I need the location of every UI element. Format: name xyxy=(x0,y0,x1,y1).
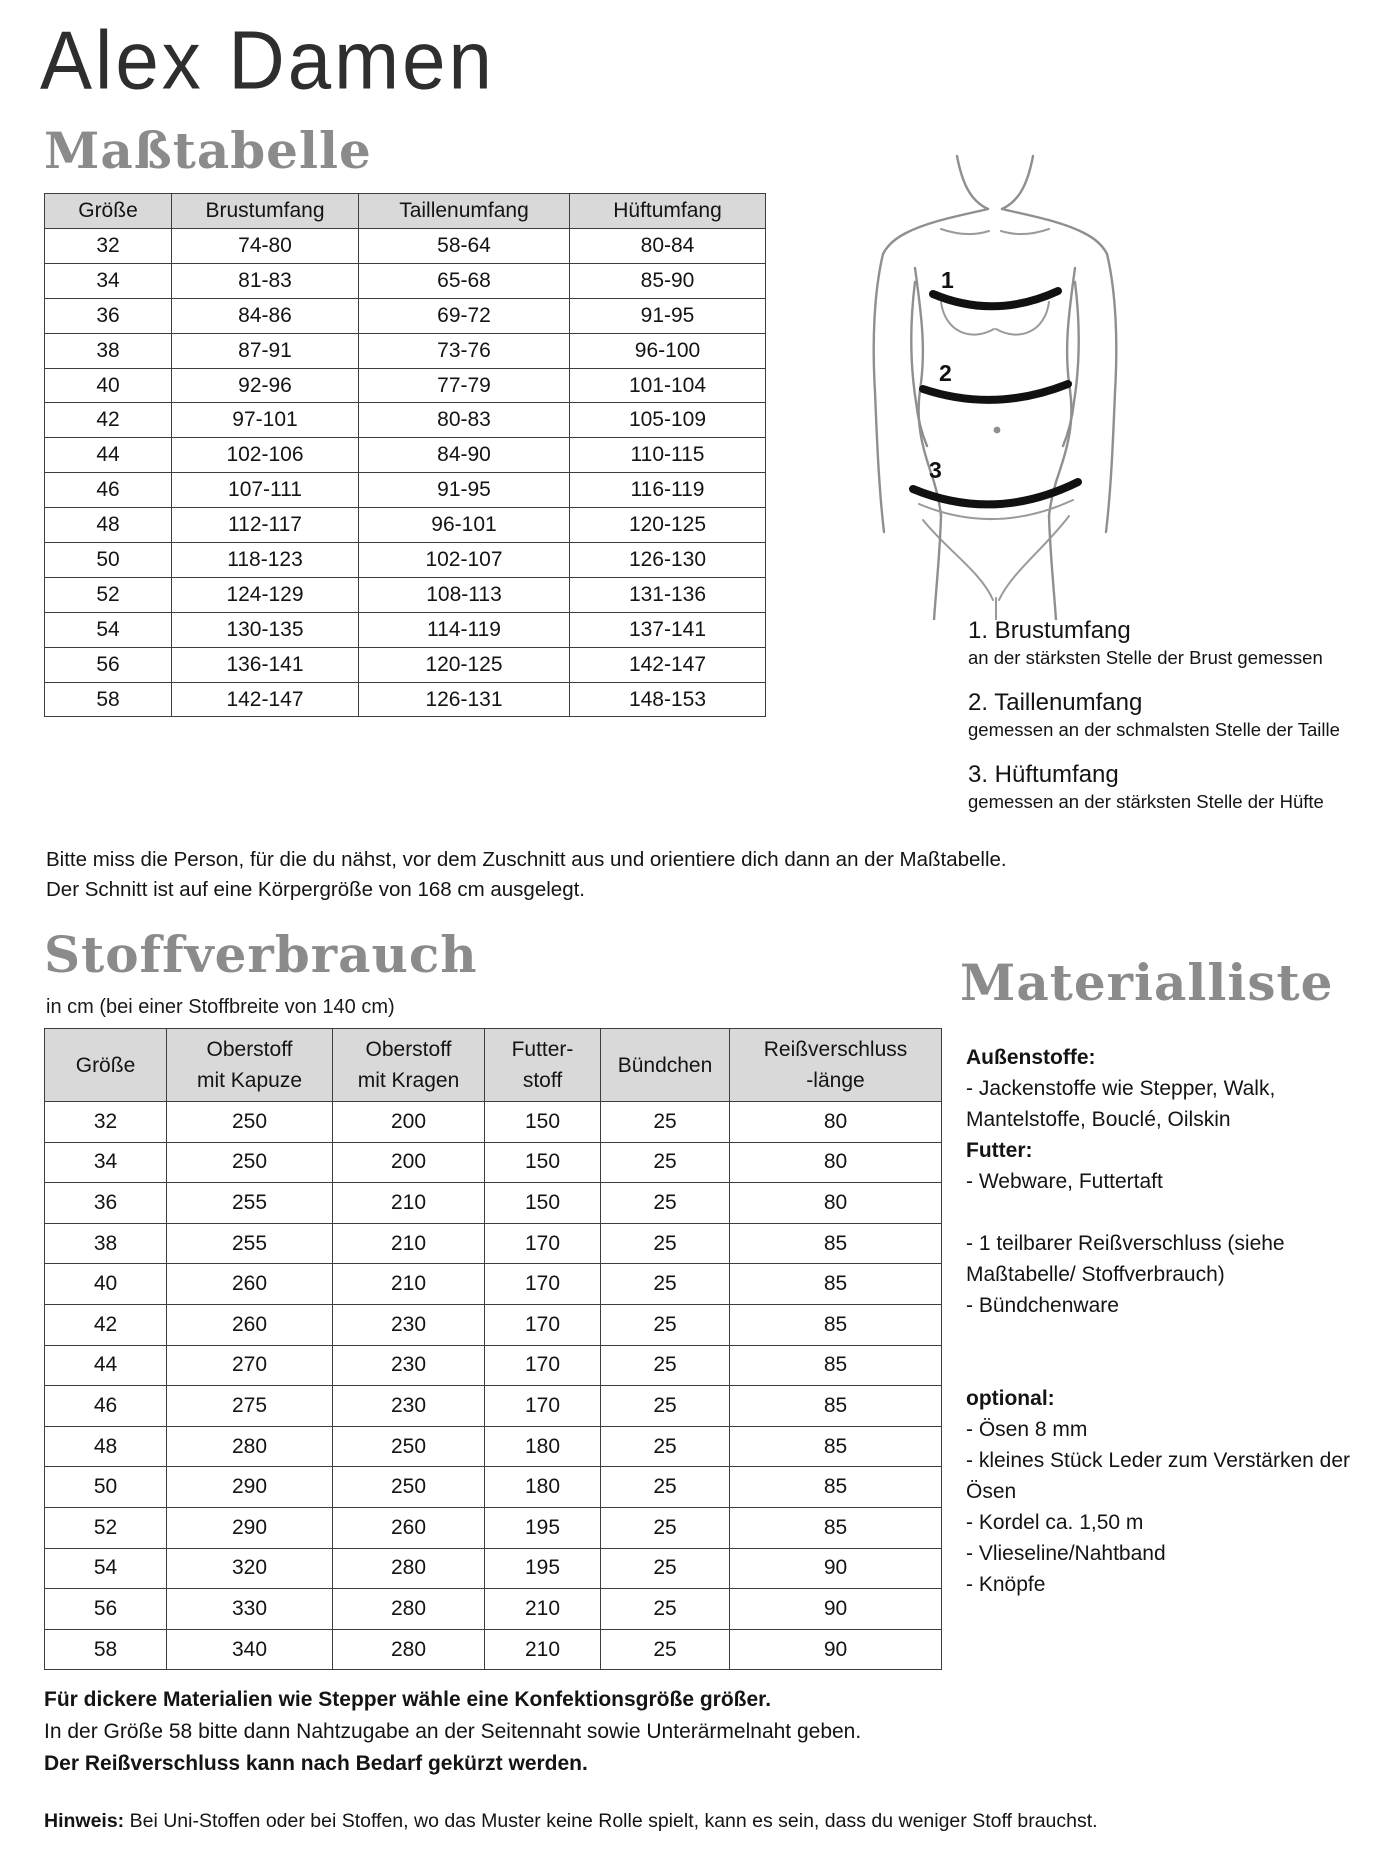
table-cell: 25 xyxy=(601,1386,730,1427)
footer-note-bold: Der Reißverschluss kann nach Bedarf gekürzt werden. xyxy=(44,1752,588,1775)
table-cell: 90 xyxy=(730,1629,942,1670)
table-cell: 195 xyxy=(485,1507,601,1548)
table-cell: 56 xyxy=(45,647,172,682)
table-cell: 36 xyxy=(45,298,172,333)
figure-illustration xyxy=(845,150,1145,620)
table-cell: 170 xyxy=(485,1386,601,1427)
table-cell: 65-68 xyxy=(359,263,570,298)
table-cell: 85 xyxy=(730,1223,942,1264)
table-cell: 91-95 xyxy=(359,473,570,508)
table-cell: 85-90 xyxy=(570,263,766,298)
table-cell: 260 xyxy=(167,1304,333,1345)
material-item: - 1 teilbarer Reißverschluss (siehe Maßtabelle/ Stoffverbrauch) xyxy=(966,1232,1285,1286)
table-cell: 96-100 xyxy=(570,333,766,368)
table-row xyxy=(45,682,766,717)
legend-title: 3. Hüftumfang xyxy=(968,761,1119,788)
table-cell: 74-80 xyxy=(172,229,359,264)
table-cell: 150 xyxy=(485,1142,601,1183)
legend-title: 2. Taillenumfang xyxy=(968,689,1143,716)
table-row xyxy=(45,333,766,368)
table-cell: 80-84 xyxy=(570,229,766,264)
material-item: - Webware, Futtertaft xyxy=(966,1170,1163,1193)
size-table xyxy=(44,193,766,717)
column-header: Größe xyxy=(45,194,172,229)
table-cell: 120-125 xyxy=(570,508,766,543)
table-row xyxy=(45,1223,942,1264)
footer-note-bold: Für dickere Materialien wie Stepper wähle eine Konfektionsgröße größer. xyxy=(44,1688,772,1711)
table-cell: 25 xyxy=(601,1304,730,1345)
table-cell: 25 xyxy=(601,1183,730,1224)
bust-band-number: 1 xyxy=(941,267,954,293)
table-row xyxy=(45,612,766,647)
table-cell: 116-119 xyxy=(570,473,766,508)
figure-legend-waist xyxy=(968,689,1340,741)
table-cell: 85 xyxy=(730,1507,942,1548)
table-cell: 25 xyxy=(601,1589,730,1630)
table-cell: 58 xyxy=(45,1629,167,1670)
table-cell: 107-111 xyxy=(172,473,359,508)
table-cell: 25 xyxy=(601,1102,730,1143)
table-row xyxy=(45,1548,942,1589)
table-cell: 112-117 xyxy=(172,508,359,543)
table-cell: 80 xyxy=(730,1142,942,1183)
table-cell: 170 xyxy=(485,1223,601,1264)
legend-description: an der stärksten Stelle der Brust gemessen xyxy=(968,647,1323,668)
table-cell: 102-107 xyxy=(359,543,570,578)
table-cell: 290 xyxy=(167,1507,333,1548)
table-cell: 250 xyxy=(333,1467,485,1508)
table-cell: 124-129 xyxy=(172,577,359,612)
table-row xyxy=(45,577,766,612)
table-cell: 170 xyxy=(485,1304,601,1345)
table-cell: 42 xyxy=(45,403,172,438)
table-cell: 58 xyxy=(45,682,172,717)
table-cell: 34 xyxy=(45,263,172,298)
table-row xyxy=(45,1102,942,1143)
hip-band-number: 3 xyxy=(929,457,942,483)
table-row xyxy=(45,543,766,578)
table-cell: 90 xyxy=(730,1548,942,1589)
table-cell: 101-104 xyxy=(570,368,766,403)
footer-hint xyxy=(44,1806,1098,1836)
table-cell: 320 xyxy=(167,1548,333,1589)
column-header: Bündchen xyxy=(601,1029,730,1102)
legend-description: gemessen an der stärksten Stelle der Hüfte xyxy=(968,791,1324,812)
table-cell: 170 xyxy=(485,1264,601,1305)
material-group xyxy=(966,1228,1378,1321)
material-group xyxy=(966,1383,1378,1600)
table-row xyxy=(45,298,766,333)
table-cell: 92-96 xyxy=(172,368,359,403)
material-group xyxy=(966,1135,1378,1197)
table-cell: 87-91 xyxy=(172,333,359,368)
table-cell: 131-136 xyxy=(570,577,766,612)
table-cell: 210 xyxy=(333,1223,485,1264)
table-cell: 130-135 xyxy=(172,612,359,647)
table-cell: 77-79 xyxy=(359,368,570,403)
material-group-heading: Außenstoffe: xyxy=(966,1046,1096,1069)
table-cell: 210 xyxy=(333,1264,485,1305)
table-cell: 48 xyxy=(45,1426,167,1467)
figure-legend-bust xyxy=(968,617,1323,669)
table-cell: 38 xyxy=(45,333,172,368)
fabric-usage-heading: Stoffverbrauch xyxy=(44,925,478,984)
table-row xyxy=(45,403,766,438)
table-cell: 48 xyxy=(45,508,172,543)
table-cell: 230 xyxy=(333,1386,485,1427)
table-row xyxy=(45,1589,942,1630)
table-cell: 38 xyxy=(45,1223,167,1264)
table-cell: 84-86 xyxy=(172,298,359,333)
column-header: Oberstoff mit Kapuze xyxy=(167,1029,333,1102)
page-title: Alex Damen xyxy=(40,13,495,107)
table-cell: 180 xyxy=(485,1426,601,1467)
table-cell: 250 xyxy=(167,1102,333,1143)
table-cell: 80 xyxy=(730,1183,942,1224)
table-cell: 25 xyxy=(601,1142,730,1183)
material-list xyxy=(966,1042,1378,1600)
table-cell: 280 xyxy=(333,1629,485,1670)
table-cell: 52 xyxy=(45,1507,167,1548)
material-group-heading: Futter: xyxy=(966,1139,1033,1162)
table-cell: 42 xyxy=(45,1304,167,1345)
figure-legend-hip xyxy=(968,761,1324,813)
table-cell: 84-90 xyxy=(359,438,570,473)
material-list-heading: Materialliste xyxy=(960,953,1334,1012)
table-cell: 120-125 xyxy=(359,647,570,682)
table-cell: 54 xyxy=(45,1548,167,1589)
table-row xyxy=(45,1345,942,1386)
material-item: - Bündchenware xyxy=(966,1294,1119,1317)
legend-title: 1. Brustumfang xyxy=(968,617,1131,644)
table-cell: 50 xyxy=(45,543,172,578)
table-cell: 108-113 xyxy=(359,577,570,612)
fabric-table xyxy=(44,1028,942,1670)
table-cell: 81-83 xyxy=(172,263,359,298)
footer-note: In der Größe 58 bitte dann Nahtzugabe an der Seitennaht sowie Unterärmelnaht geben. xyxy=(44,1720,862,1743)
table-cell: 280 xyxy=(333,1548,485,1589)
table-cell: 105-109 xyxy=(570,403,766,438)
table-cell: 136-141 xyxy=(172,647,359,682)
table-cell: 25 xyxy=(601,1548,730,1589)
table-cell: 50 xyxy=(45,1467,167,1508)
column-header: Größe xyxy=(45,1029,167,1102)
table-row xyxy=(45,1183,942,1224)
table-cell: 25 xyxy=(601,1345,730,1386)
table-cell: 195 xyxy=(485,1548,601,1589)
table-cell: 118-123 xyxy=(172,543,359,578)
table-cell: 137-141 xyxy=(570,612,766,647)
header-row xyxy=(45,194,766,229)
header-row xyxy=(45,1029,942,1102)
material-group xyxy=(966,1042,1378,1135)
table-cell: 52 xyxy=(45,577,172,612)
table-row xyxy=(45,1386,942,1427)
table-cell: 210 xyxy=(333,1183,485,1224)
column-header: Taillenumfang xyxy=(359,194,570,229)
column-header: Reißverschluss -länge xyxy=(730,1029,942,1102)
table-cell: 255 xyxy=(167,1223,333,1264)
material-item: - Kordel ca. 1,50 m xyxy=(966,1511,1144,1534)
table-row xyxy=(45,438,766,473)
table-cell: 150 xyxy=(485,1102,601,1143)
table-cell: 180 xyxy=(485,1467,601,1508)
table-cell: 25 xyxy=(601,1223,730,1264)
table-cell: 80 xyxy=(730,1102,942,1143)
table-cell: 102-106 xyxy=(172,438,359,473)
table-cell: 25 xyxy=(601,1264,730,1305)
table-cell: 110-115 xyxy=(570,438,766,473)
table-cell: 40 xyxy=(45,1264,167,1305)
table-cell: 34 xyxy=(45,1142,167,1183)
column-header: Hüftumfang xyxy=(570,194,766,229)
table-row xyxy=(45,1629,942,1670)
table-row xyxy=(45,1304,942,1345)
note-line: Der Schnitt ist auf eine Körpergröße von 168 cm ausgelegt. xyxy=(46,878,585,901)
table-cell: 96-101 xyxy=(359,508,570,543)
table-cell: 148-153 xyxy=(570,682,766,717)
table-cell: 210 xyxy=(485,1629,601,1670)
table-row xyxy=(45,263,766,298)
table-row xyxy=(45,229,766,264)
column-header: Brustumfang xyxy=(172,194,359,229)
table-cell: 25 xyxy=(601,1467,730,1508)
table-cell: 85 xyxy=(730,1467,942,1508)
table-cell: 142-147 xyxy=(570,647,766,682)
table-cell: 126-131 xyxy=(359,682,570,717)
table-cell: 280 xyxy=(167,1426,333,1467)
table-cell: 85 xyxy=(730,1426,942,1467)
legend-description: gemessen an der schmalsten Stelle der Taille xyxy=(968,719,1340,740)
table-cell: 230 xyxy=(333,1345,485,1386)
table-cell: 58-64 xyxy=(359,229,570,264)
note-line: Bitte miss die Person, für die du nähst, vor dem Zuschnitt aus und orientiere dich dann an der Maßtabelle. xyxy=(46,848,1007,871)
material-item: - Vlieseline/Nahtband xyxy=(966,1542,1166,1565)
table-cell: 200 xyxy=(333,1142,485,1183)
table-cell: 340 xyxy=(167,1629,333,1670)
column-header: Futter- stoff xyxy=(485,1029,601,1102)
fabric-usage-subtitle: in cm (bei einer Stoffbreite von 140 cm) xyxy=(46,996,395,1018)
column-header: Oberstoff mit Kragen xyxy=(333,1029,485,1102)
table-cell: 25 xyxy=(601,1507,730,1548)
size-table-heading: Maßtabelle xyxy=(44,121,372,180)
table-cell: 210 xyxy=(485,1589,601,1630)
table-row xyxy=(45,473,766,508)
table-cell: 270 xyxy=(167,1345,333,1386)
table-cell: 280 xyxy=(333,1589,485,1630)
table-cell: 85 xyxy=(730,1386,942,1427)
table-cell: 250 xyxy=(333,1426,485,1467)
hint-label: Hinweis: xyxy=(44,1810,125,1832)
table-cell: 32 xyxy=(45,1102,167,1143)
material-group-heading: optional: xyxy=(966,1387,1055,1410)
table-cell: 250 xyxy=(167,1142,333,1183)
table-cell: 85 xyxy=(730,1304,942,1345)
material-item: - Knöpfe xyxy=(966,1573,1046,1596)
table-cell: 330 xyxy=(167,1589,333,1630)
body-measurement-diagram xyxy=(845,150,1145,620)
table-cell: 40 xyxy=(45,368,172,403)
table-cell: 80-83 xyxy=(359,403,570,438)
table-row xyxy=(45,1264,942,1305)
table-cell: 46 xyxy=(45,473,172,508)
table-cell: 114-119 xyxy=(359,612,570,647)
table-cell: 85 xyxy=(730,1264,942,1305)
table-cell: 91-95 xyxy=(570,298,766,333)
table-row xyxy=(45,1142,942,1183)
table-row xyxy=(45,368,766,403)
table-cell: 25 xyxy=(601,1426,730,1467)
table-cell: 275 xyxy=(167,1386,333,1427)
table-cell: 260 xyxy=(167,1264,333,1305)
measuring-note xyxy=(46,845,1007,905)
material-item: - kleines Stück Leder zum Verstärken der Ösen xyxy=(966,1449,1351,1503)
table-cell: 126-130 xyxy=(570,543,766,578)
table-cell: 255 xyxy=(167,1183,333,1224)
table-cell: 69-72 xyxy=(359,298,570,333)
table-cell: 32 xyxy=(45,229,172,264)
waist-band-number: 2 xyxy=(939,360,952,386)
table-cell: 25 xyxy=(601,1629,730,1670)
table-cell: 56 xyxy=(45,1589,167,1630)
hint-text: Bei Uni-Stoffen oder bei Stoffen, wo das Muster keine Rolle spielt, kann es sein, dass du weniger Stoff brauchst. xyxy=(124,1810,1098,1832)
table-row xyxy=(45,508,766,543)
table-cell: 230 xyxy=(333,1304,485,1345)
table-row xyxy=(45,1426,942,1467)
table-row xyxy=(45,647,766,682)
table-row xyxy=(45,1467,942,1508)
table-cell: 290 xyxy=(167,1467,333,1508)
table-cell: 85 xyxy=(730,1345,942,1386)
table-cell: 90 xyxy=(730,1589,942,1630)
table-row xyxy=(45,1507,942,1548)
material-item: - Ösen 8 mm xyxy=(966,1418,1088,1441)
table-cell: 54 xyxy=(45,612,172,647)
table-cell: 44 xyxy=(45,438,172,473)
table-cell: 73-76 xyxy=(359,333,570,368)
table-cell: 44 xyxy=(45,1345,167,1386)
table-cell: 97-101 xyxy=(172,403,359,438)
table-cell: 170 xyxy=(485,1345,601,1386)
table-cell: 142-147 xyxy=(172,682,359,717)
table-cell: 46 xyxy=(45,1386,167,1427)
table-cell: 150 xyxy=(485,1183,601,1224)
table-cell: 36 xyxy=(45,1183,167,1224)
table-cell: 200 xyxy=(333,1102,485,1143)
table-cell: 260 xyxy=(333,1507,485,1548)
material-item: - Jackenstoffe wie Stepper, Walk, Mantelstoffe, Bouclé, Oilskin xyxy=(966,1077,1276,1131)
